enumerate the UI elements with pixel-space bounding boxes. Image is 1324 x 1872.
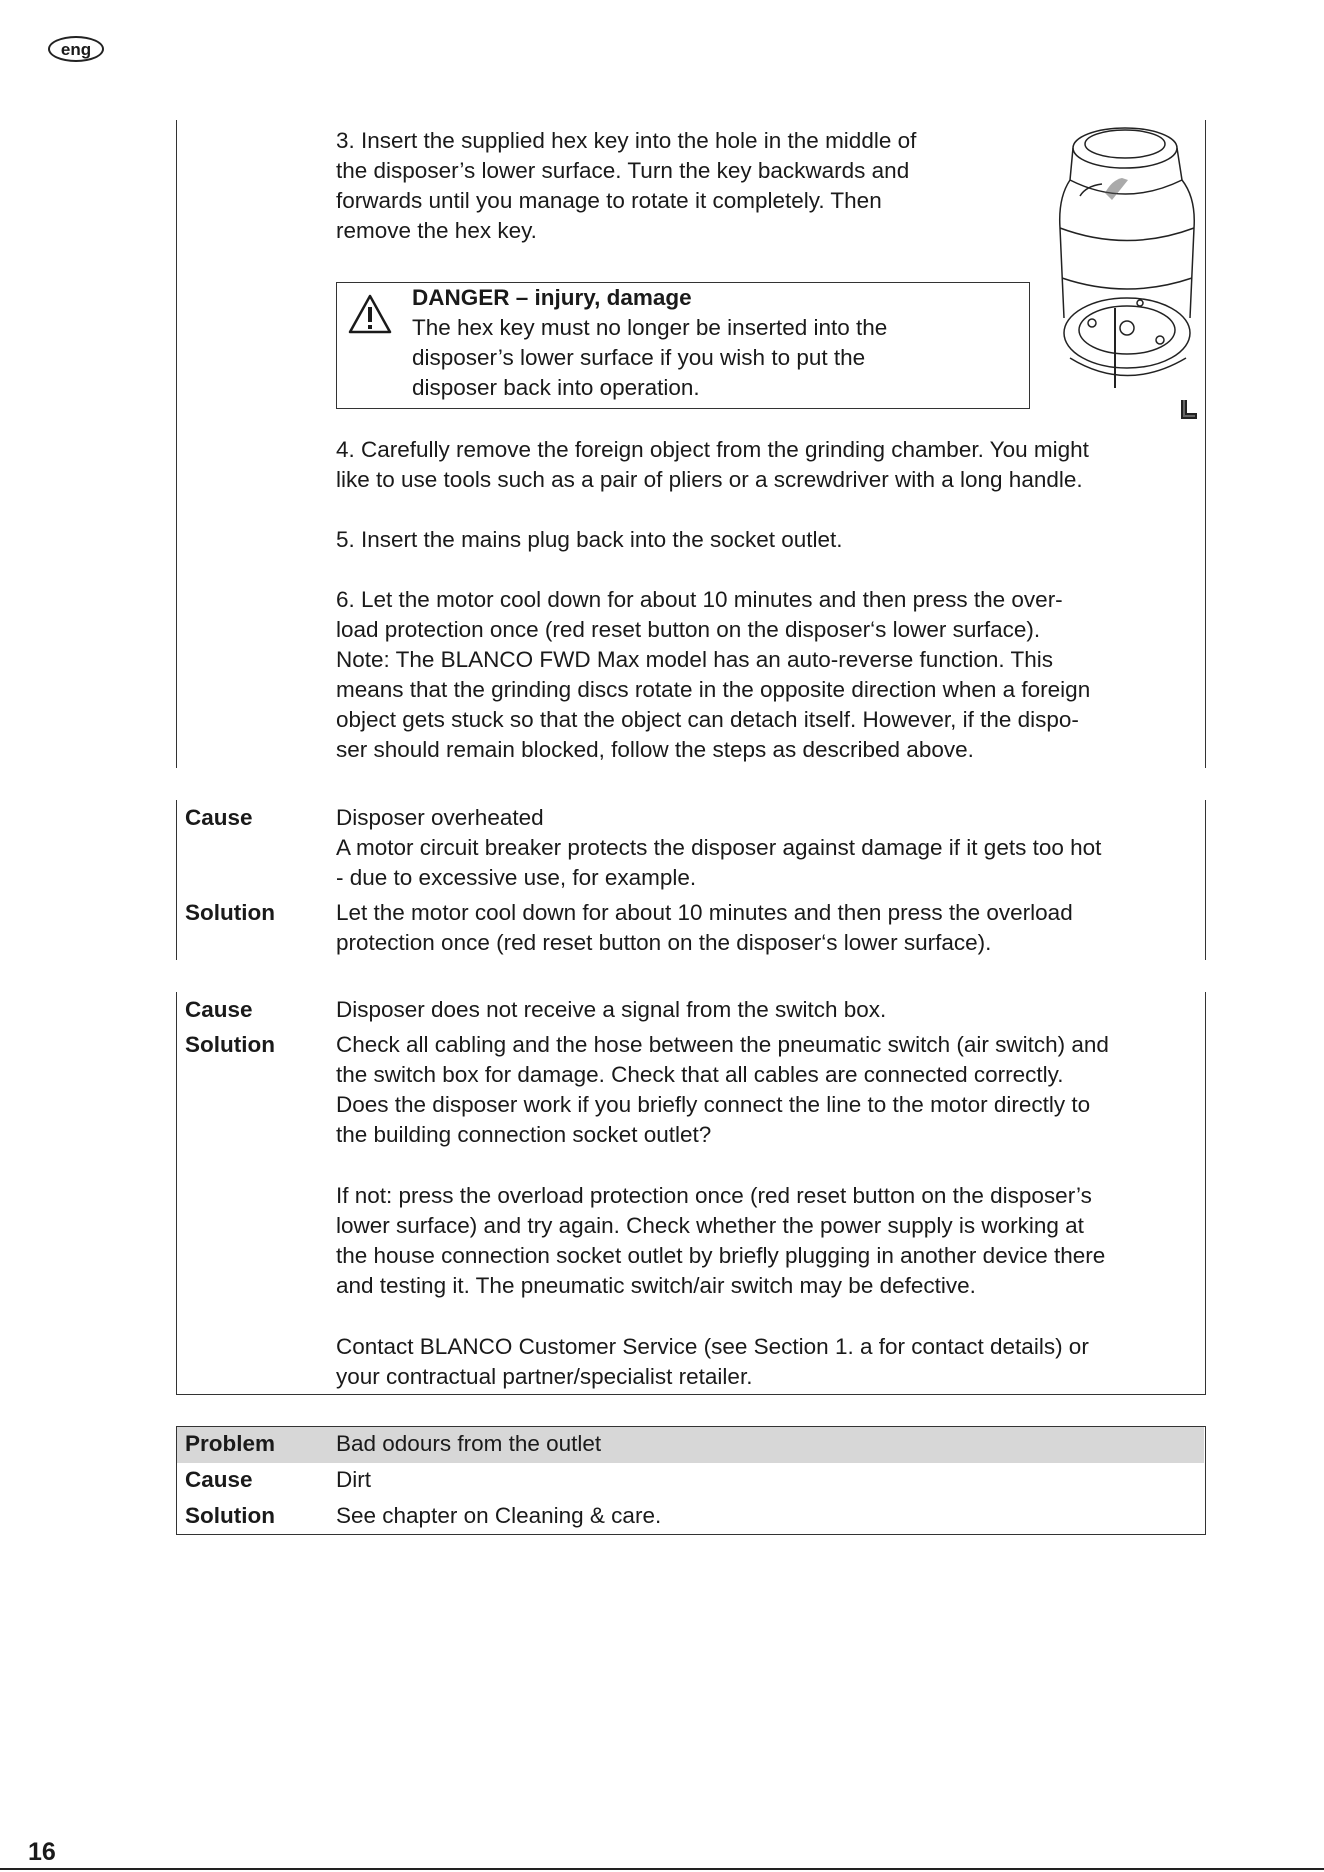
step-4: 4. Carefully remove the foreign object from the grinding chamber. You might like to use tools such as a pair of pliers or a screwdriver with a long handle. (336, 437, 1089, 492)
solution-text: See chapter on Cleaning & care. (336, 1503, 662, 1528)
danger-title: DANGER – injury, damage (412, 285, 692, 310)
problem-label: Problem (185, 1431, 276, 1456)
danger-warning-box (336, 282, 1030, 409)
solution-label: Solution (185, 1032, 275, 1057)
step-3: 3. Insert the supplied hex key into the hole in the middle of the disposer’s lower surface. Turn the key backwards and forwards until you manage to rotate it completely. Then remove the hex key. (336, 128, 917, 243)
solution-label: Solution (185, 1503, 275, 1528)
cause-label: Cause (185, 997, 253, 1022)
cause-label: Cause (185, 805, 253, 830)
cause-text: Disposer does not receive a signal from the switch box. (336, 997, 887, 1022)
solution-paragraph-2: If not: press the overload protection once (red reset button on the disposer’s lower surface) and try again. Check whether the power supply is working at the house connection socket outlet by briefly plugging in another device there and testing it. The pneumatic switch/air switch may be defective. (336, 1183, 1106, 1298)
step-6: 6. Let the motor cool down for about 10 minutes and then press the over- load protection once (red reset button on the disposer‘s lower surface). Note: The BLANCO FWD Max model has an auto-reverse function. This means that the grinding discs rotate in the opposite direction when a foreign object gets stuck so that the object can detach itself. However, if the dispo- ser should remain blocked, follow the steps as described above. (336, 587, 1091, 762)
cause-text: Dirt (336, 1467, 371, 1492)
language-badge: eng (48, 36, 104, 62)
solution-paragraph-1: Check all cabling and the hose between the pneumatic switch (air switch) and the switch box for damage. Check that all cables are connected correctly. Does the disposer work if you briefly connect the line to the motor directly to the building connection socket outlet? (336, 1032, 1109, 1147)
problem-text: Bad odours from the outlet (336, 1431, 602, 1456)
solution-label: Solution (185, 900, 275, 925)
problem-header-bar (177, 1427, 1204, 1463)
bottom-rule (0, 1868, 1324, 1870)
step-5: 5. Insert the mains plug back into the socket outlet. (336, 527, 843, 552)
solution-paragraph-3: Contact BLANCO Customer Service (see Section 1. a for contact details) or your contractual partner/specialist retailer. (336, 1334, 1089, 1389)
warning-triangle-icon (347, 293, 393, 335)
cause-label: Cause (185, 1467, 253, 1492)
disposer-with-hex-key-illustration (1050, 118, 1200, 436)
danger-text: The hex key must no longer be inserted into the disposer’s lower surface if you wish to put the disposer back into operation. (412, 315, 888, 400)
solution-text: Let the motor cool down for about 10 minutes and then press the overload protection once (red reset button on the disposer‘s lower surface). (336, 900, 1073, 955)
page-number: 16 (28, 1838, 56, 1866)
cause-text: Disposer overheated A motor circuit breaker protects the disposer against damage if it gets too hot - due to excessive use, for example. (336, 805, 1102, 890)
